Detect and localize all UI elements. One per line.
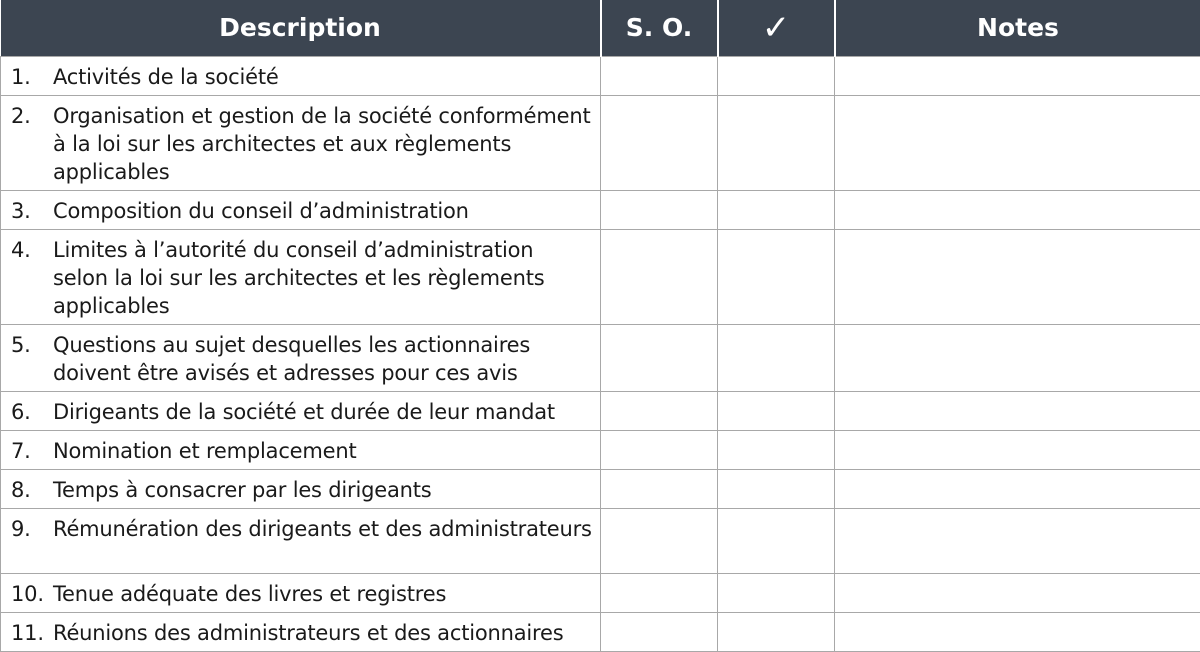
header-check: [718, 0, 835, 56]
description-cell: [1, 324, 601, 391]
table-row: [1, 56, 1200, 95]
check-cell[interactable]: [718, 229, 835, 324]
notes-cell[interactable]: [835, 391, 1200, 430]
row-number: 1.: [11, 63, 53, 91]
check-cell[interactable]: [718, 56, 835, 95]
table-row: [1, 508, 1200, 573]
row-description: Composition du conseil d’administration: [53, 197, 594, 225]
notes-cell[interactable]: [835, 229, 1200, 324]
check-cell[interactable]: [718, 391, 835, 430]
row-number: 4.: [11, 236, 53, 264]
check-cell[interactable]: [718, 573, 835, 612]
description-cell: [1, 430, 601, 469]
so-cell[interactable]: [601, 573, 718, 612]
row-description: Nomination et remplacement: [53, 437, 594, 465]
so-cell[interactable]: [601, 612, 718, 651]
checkmark-icon: ✓: [762, 8, 791, 48]
row-description: Dirigeants de la société et durée de leur mandat: [53, 398, 594, 426]
table-row: [1, 391, 1200, 430]
table-row: [1, 469, 1200, 508]
so-cell[interactable]: [601, 190, 718, 229]
notes-cell[interactable]: [835, 190, 1200, 229]
check-cell[interactable]: [718, 190, 835, 229]
so-cell[interactable]: [601, 469, 718, 508]
description-cell: [1, 190, 601, 229]
check-cell[interactable]: [718, 95, 835, 190]
table-row: [1, 324, 1200, 391]
row-number: 3.: [11, 197, 53, 225]
check-cell[interactable]: [718, 324, 835, 391]
check-cell[interactable]: [718, 508, 835, 573]
so-cell[interactable]: [601, 324, 718, 391]
row-number: 2.: [11, 102, 53, 130]
row-description: Rémunération des dirigeants et des administrateurs: [53, 515, 594, 543]
table-row: [1, 190, 1200, 229]
row-number: 10.: [11, 580, 53, 608]
row-description: Questions au sujet desquelles les actionnaires doivent être avisés et adresses pour ces avis: [53, 331, 594, 387]
description-cell: [1, 391, 601, 430]
row-number: 9.: [11, 515, 53, 543]
description-cell: [1, 229, 601, 324]
so-cell[interactable]: [601, 508, 718, 573]
notes-cell[interactable]: [835, 324, 1200, 391]
table-row: [1, 95, 1200, 190]
row-number: 8.: [11, 476, 53, 504]
notes-cell[interactable]: [835, 508, 1200, 573]
row-description: Limites à l’autorité du conseil d’administration selon la loi sur les architectes et les règlements applicables: [53, 236, 594, 320]
row-number: 7.: [11, 437, 53, 465]
description-cell: [1, 56, 601, 95]
row-description: Activités de la société: [53, 63, 594, 91]
so-cell[interactable]: [601, 95, 718, 190]
row-description: Tenue adéquate des livres et registres: [53, 580, 594, 608]
description-cell: [1, 469, 601, 508]
so-cell[interactable]: [601, 229, 718, 324]
notes-cell[interactable]: [835, 612, 1200, 651]
notes-cell[interactable]: [835, 573, 1200, 612]
row-number: 6.: [11, 398, 53, 426]
row-description: Organisation et gestion de la société conformément à la loi sur les architectes et aux règlements applicables: [53, 102, 594, 186]
header-description: Description: [1, 0, 601, 56]
table-row: [1, 430, 1200, 469]
check-cell[interactable]: [718, 430, 835, 469]
notes-cell[interactable]: [835, 95, 1200, 190]
header-so: S. O.: [601, 0, 718, 56]
description-cell: [1, 95, 601, 190]
table-header: [1, 0, 1200, 56]
row-number: 5.: [11, 331, 53, 359]
table-row: [1, 612, 1200, 651]
check-cell[interactable]: [718, 612, 835, 651]
so-cell[interactable]: [601, 391, 718, 430]
table-row: [1, 573, 1200, 612]
so-cell[interactable]: [601, 430, 718, 469]
description-cell: [1, 573, 601, 612]
notes-cell[interactable]: [835, 469, 1200, 508]
row-description: Réunions des administrateurs et des actionnaires: [53, 619, 594, 647]
table-body: [1, 56, 1200, 651]
description-cell: [1, 612, 601, 651]
row-description: Temps à consacrer par les dirigeants: [53, 476, 594, 504]
row-number: 11.: [11, 619, 53, 647]
notes-cell[interactable]: [835, 56, 1200, 95]
so-cell[interactable]: [601, 56, 718, 95]
description-cell: [1, 508, 601, 573]
notes-cell[interactable]: [835, 430, 1200, 469]
table-row: [1, 229, 1200, 324]
check-cell[interactable]: [718, 469, 835, 508]
header-notes: Notes: [835, 0, 1200, 56]
